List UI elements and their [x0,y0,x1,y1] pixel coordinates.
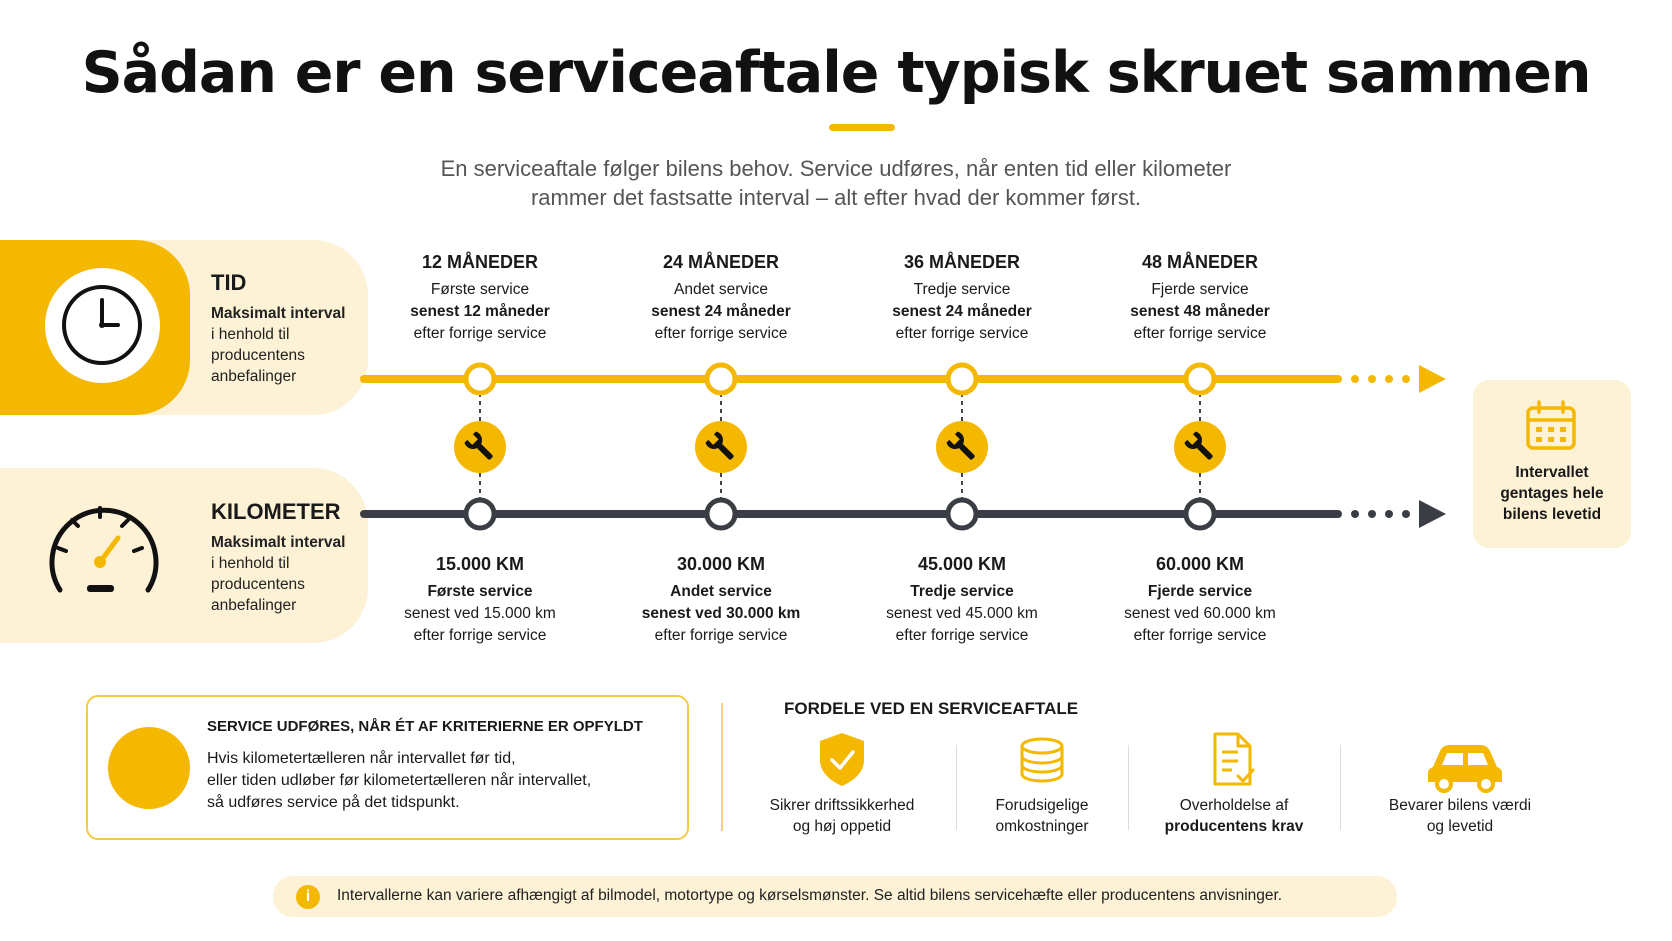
benefit-line: Forudsigelige [995,797,1089,814]
milestone-line: efter forrige service [1133,325,1267,342]
section-divider [721,703,723,831]
milestone-line: senest ved 30.000 km [641,605,801,622]
time-milestone-label [852,252,1072,345]
milestone-line: efter forrige service [413,325,547,342]
benefit-item [1139,795,1329,837]
milestone-3 [936,365,988,528]
km-arrow-head [1419,500,1446,528]
milestone-line: Fjerde service [1151,281,1249,298]
benefit-line: Sikrer driftssikkerhed [769,797,915,814]
milestone-line: efter forrige service [413,627,547,644]
milestone-line: senest ved 15.000 km [404,605,556,622]
milestone-heading: 36 MÅNEDER [903,252,1021,272]
rule-title: SERVICE UDFØRES, NÅR ÉT AF KRITERIERNE ER OPFYLDT [207,718,643,735]
calendar-icon [1528,402,1574,448]
milestone-line: senest 24 måneder [892,303,1032,320]
milestone-heading: 30.000 KM [676,554,766,574]
rule-icon-circle [108,727,190,809]
rule-text [207,748,677,814]
milestone-line: Første service [430,281,530,298]
benefit-divider [1340,745,1341,830]
milestone-line: efter forrige service [895,627,1029,644]
milestone-heading: 24 MÅNEDER [662,252,780,272]
benefit-line: Bevarer bilens værdi [1388,797,1532,814]
car-icon [1428,745,1502,791]
km-row-label: KILOMETER [211,499,341,524]
speedometer-icon [52,508,156,592]
shield-check-icon [820,733,864,786]
benefit-line: Overholdelse af [1179,797,1289,814]
time-milestone-label [1090,252,1310,345]
milestone-line: Andet service [670,583,772,600]
milestone-line: Andet service [674,281,768,298]
benefit-line: og levetid [1426,818,1494,835]
coins-icon [1022,739,1062,781]
milestone-line: Fjerde service [1147,583,1253,600]
milestone-2 [695,365,747,528]
milestone-heading: 15.000 KM [435,554,525,574]
milestone-line: Tredje service [913,281,1011,298]
subtitle-line-1: En serviceaftale følger bilens behov. Service udføres, når enten tid eller kilometer [440,156,1232,181]
rule-line: Hvis kilometertælleren når intervallet før tid, [207,750,516,767]
milestone-line: Tredje service [910,583,1014,600]
benefit-line: omkostninger [995,818,1089,835]
milestone-line: senest ved 45.000 km [886,605,1038,622]
km-desc-bold: Maksimalt interval [211,534,346,551]
milestone-line: senest 24 måneder [651,303,791,320]
time-milestone-label [611,252,831,345]
repeat-line: bilens levetid [1502,506,1602,523]
rule-line: eller tiden udløber før kilometertælleren når intervallet, [207,772,592,789]
milestone-line: efter forrige service [654,325,788,342]
time-desc-bold: Maksimalt interval [211,305,346,322]
milestone-line: senest ved 60.000 km [1124,605,1276,622]
benefit-line: producentens krav [1164,818,1304,835]
milestone-heading: 60.000 KM [1155,554,1245,574]
milestone-line: efter forrige service [895,325,1029,342]
page-title: Sådan er en serviceaftale typisk skruet sammen [81,40,1591,106]
milestone-4 [1174,365,1226,528]
time-row-label: TID [211,270,247,295]
clock-icon [64,287,140,363]
km-milestone-label [611,554,831,647]
benefit-item [947,795,1137,837]
repeat-line: gentages hele [1500,485,1604,502]
milestone-line: efter forrige service [654,627,788,644]
milestone-line: senest 12 måneder [410,303,550,320]
milestone-heading: 48 MÅNEDER [1141,252,1259,272]
time-desc-line: producentens [211,347,305,364]
time-desc-line: i henhold til [211,326,290,343]
milestone-heading: 12 MÅNEDER [421,252,539,272]
milestone-line: senest 48 måneder [1130,303,1270,320]
time-milestone-label [370,252,590,345]
benefits-title: FORDELE VED EN SERVICEAFTALE [784,699,1079,718]
milestone-1 [454,365,506,528]
subtitle-line-2: rammer det fastsatte interval – alt efter hvad der kommer først. [530,185,1142,210]
milestone-line: Første service [427,583,533,600]
benefit-item [1365,795,1555,837]
km-desc-line: producentens [211,576,305,593]
document-check-icon [1215,734,1253,784]
time-desc-line: anbefalinger [211,368,297,385]
time-arrow-head [1419,365,1446,393]
milestone-line: efter forrige service [1133,627,1267,644]
km-desc-line: anbefalinger [211,597,297,614]
rule-line: så udføres service på det tidspunkt. [207,794,460,811]
km-milestone-label [370,554,590,647]
repeat-line: Intervallet [1515,464,1589,481]
info-icon: i [296,885,320,909]
km-desc-line: i henhold til [211,555,290,572]
benefit-item [747,795,937,837]
benefit-line: og høj oppetid [792,818,892,835]
km-milestone-label [852,554,1072,647]
note-text: Intervallerne kan variere afhængigt af bilmodel, motortype og kørselsmønster. Se altid bilens servicehæfte eller producentens anvisninger. [337,887,1283,904]
km-milestone-label [1090,554,1310,647]
milestone-heading: 45.000 KM [917,554,1007,574]
